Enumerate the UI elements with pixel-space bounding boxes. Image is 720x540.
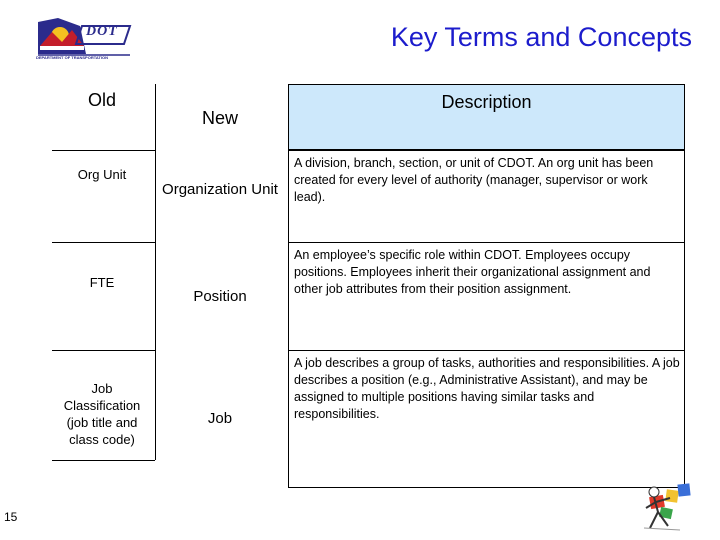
page-number: 15: [4, 510, 18, 524]
page-title: Key Terms and Concepts: [390, 22, 692, 52]
logo-stripe: [40, 46, 84, 50]
description-job: A job describes a group of tasks, authorities and responsibilities. A job describes a position (e.g., Administrative Assistant), and may be assigned to multiple positions having similar tasks and responsibilities.: [288, 350, 685, 488]
old-cell-job-classification: Job Classification (job title and class code): [63, 381, 141, 447]
description-position: An employee’s specific role within CDOT. Employees occupy positions. Employees inherit their organizational assignment and other job attributes from their position assignment.: [288, 242, 685, 351]
figure-icon: [640, 478, 700, 534]
figure-block-yellow: [665, 489, 679, 503]
old-cell-fte: FTE: [89, 275, 115, 290]
decorative-figure: [640, 478, 700, 534]
old-new-divider: [155, 84, 156, 460]
description-org-unit: A division, branch, section, or unit of CDOT. An org unit has been created for every level of authority (manager, supervisor or work lead).: [288, 150, 685, 243]
old-cell-org-unit: Org Unit: [77, 167, 127, 182]
new-cell-organization-unit: Organization Unit: [162, 181, 278, 198]
figure-shadow: [644, 528, 680, 530]
old-row1-rule: [52, 242, 155, 243]
logo-subtext: DEPARTMENT OF TRANSPORTATION: [36, 55, 108, 60]
old-row2-rule: [52, 350, 155, 351]
figure-block-blue: [677, 483, 690, 496]
old-row3-rule: [52, 460, 155, 461]
description-header: Description: [288, 84, 685, 150]
new-cell-position: Position: [193, 288, 247, 305]
new-cell-job: Job: [207, 410, 233, 427]
cdot-logo: [36, 16, 132, 60]
header-new: New: [201, 108, 238, 128]
figure-head: [649, 487, 659, 497]
header-old: Old: [87, 90, 116, 110]
logo-text: DOT: [86, 24, 118, 39]
old-header-rule: [52, 150, 155, 151]
